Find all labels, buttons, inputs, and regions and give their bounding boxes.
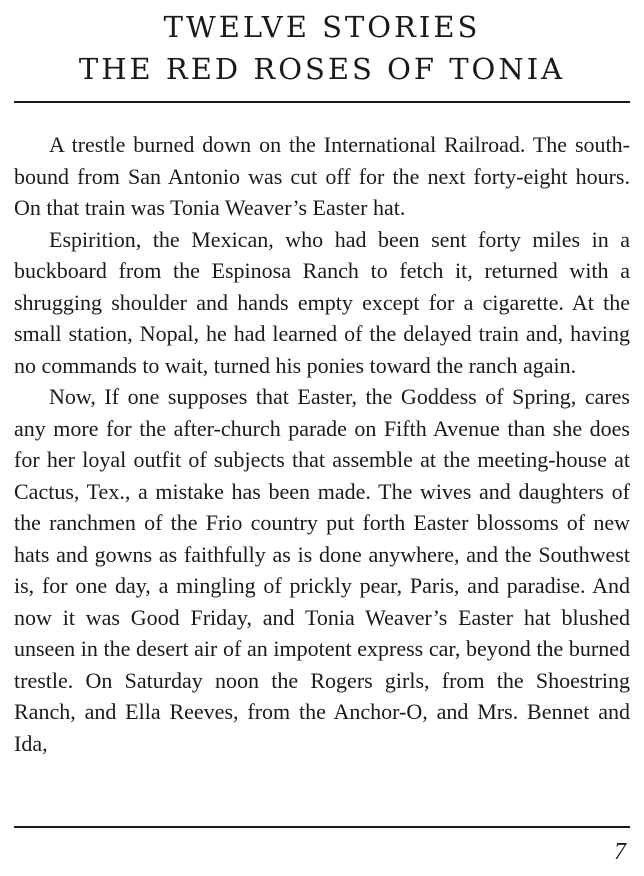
header-divider xyxy=(14,101,630,103)
page-number: 7 xyxy=(614,839,626,865)
paragraph-2: Espirition, the Mexican, who had been sent forty miles in a buckboard from the Espinosa Ranch to fetch it, returned with a shrugging shoulder and hands empty except for a cigarette. At the small station, Nopal, he had learned of the delayed train and, having no commands to wait, turned his ponies toward the ranch again. xyxy=(14,226,630,378)
story-text xyxy=(14,129,630,759)
header-book-title: TWELVE STORIES xyxy=(163,10,481,44)
running-header xyxy=(0,6,644,90)
footer-divider xyxy=(14,826,630,828)
header-story-title: THE RED ROSES OF TONIA xyxy=(78,52,566,86)
paragraph-3: Now, If one supposes that Easter, the Goddess of Spring, cares any more for the after-church parade on Fifth Avenue than she does for her loyal outfit of subjects that assemble at the meeting-house at Cactus, Tex., a mistake has been made. The wives and daughters of the ranchmen of the Frio country put forth Easter blossoms of new hats and gowns as faithfully as is done anywhere, and the Southwest is, for one day, a mingling of prickly pear, Paris, and paradise. And now it was Good Friday, and Tonia Weaver’s Easter hat blushed unseen in the desert air of an impotent express car, beyond the burned trestle. On Saturday noon the Rogers girls, from the Shoestring Ranch, and Ella Reeves, from the Anchor-O, and Mrs. Bennet and Ida, xyxy=(14,384,630,756)
paragraph-1: A trestle burned down on the International Railroad. The south-bound from San Antonio was cut off for the next forty-eight hours. On that train was Tonia Weaver’s Easter hat. xyxy=(14,132,630,220)
